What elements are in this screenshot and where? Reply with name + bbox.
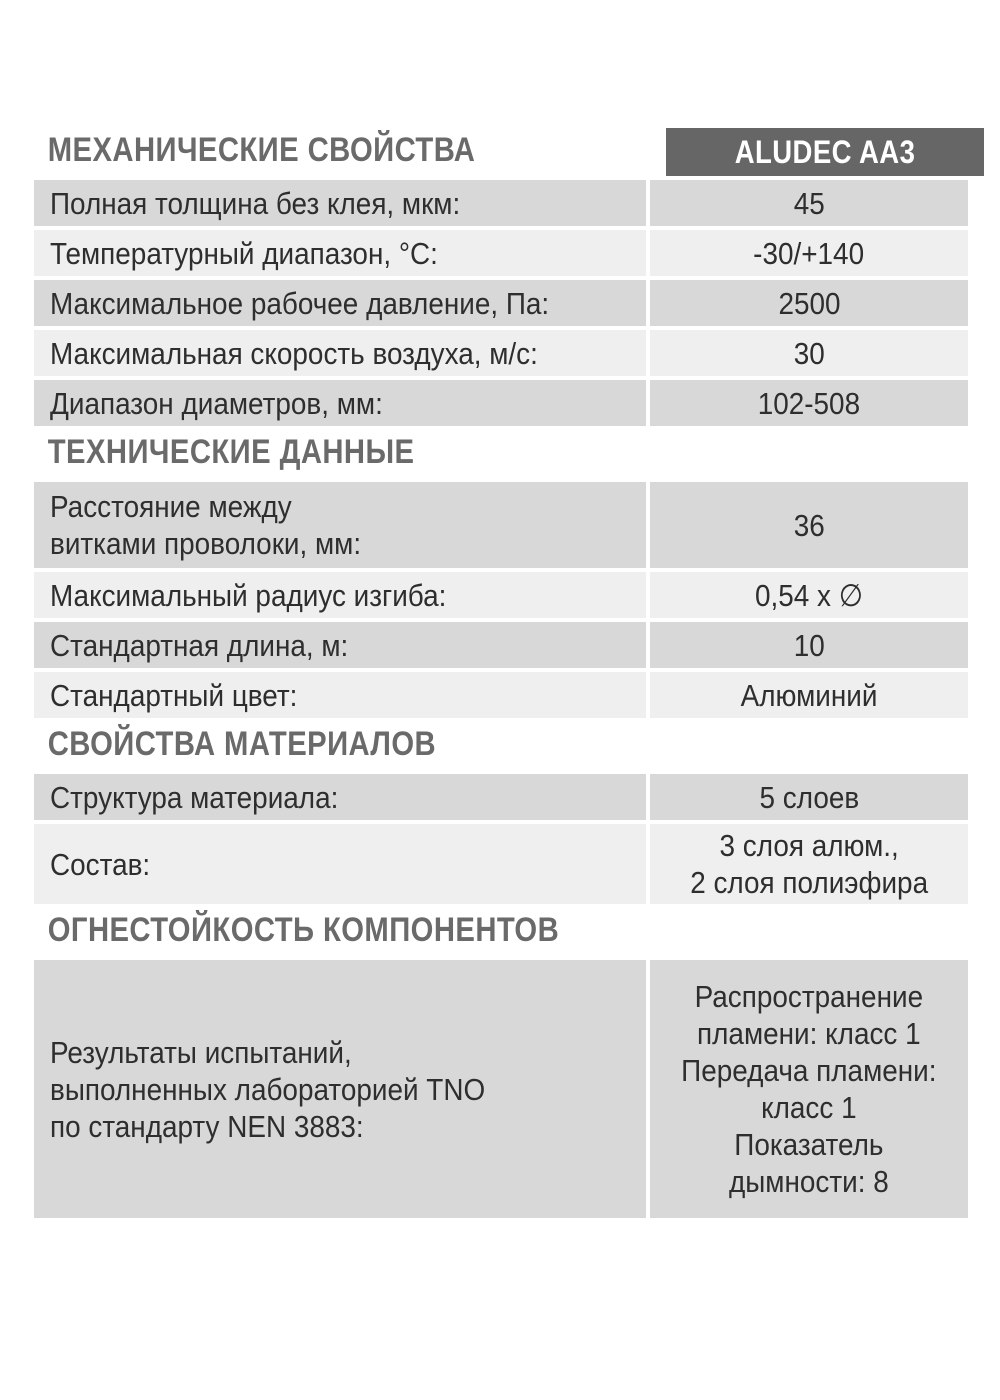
row-label: Максимальное рабочее давление, Па:	[34, 280, 646, 326]
table-row	[34, 180, 968, 226]
row-label: Состав:	[34, 824, 646, 904]
row-label: Структура материала:	[34, 774, 646, 820]
row-value: 2500	[650, 280, 968, 326]
section-header-materials	[34, 722, 968, 770]
row-label: Результаты испытаний, выполненных лабораторией TNO по стандарту NEN 3883:	[34, 960, 646, 1218]
row-value: 5 слоев	[650, 774, 968, 820]
row-label: Диапазон диаметров, мм:	[34, 380, 646, 426]
product-name-badge	[666, 128, 984, 176]
row-value: 102-508	[650, 380, 968, 426]
row-label: Стандартная длина, м:	[34, 622, 646, 668]
section-title-fire: ОГНЕСТОЙКОСТЬ КОМПОНЕНТОВ	[47, 911, 560, 949]
row-value: -30/+140	[650, 230, 968, 276]
row-label: Расстояние между витками проволоки, мм:	[34, 482, 646, 568]
row-value: 10	[650, 622, 968, 668]
table-row	[34, 622, 968, 668]
table-row	[34, 774, 968, 820]
table-row	[34, 380, 968, 426]
table-row	[34, 572, 968, 618]
row-label: Максимальная скорость воздуха, м/с:	[34, 330, 646, 376]
row-value: 30	[650, 330, 968, 376]
table-row	[34, 230, 968, 276]
row-value: 36	[650, 482, 968, 568]
product-name: ALUDEC AA3	[734, 133, 916, 170]
table-row	[34, 824, 968, 904]
row-label: Максимальный радиус изгиба:	[34, 572, 646, 618]
row-label: Температурный диапазон, °С:	[34, 230, 646, 276]
table-row	[34, 960, 968, 1218]
row-label: Полная толщина без клея, мкм:	[34, 180, 646, 226]
table-row	[34, 280, 968, 326]
row-value: 45	[650, 180, 968, 226]
row-value: Алюминий	[650, 672, 968, 718]
section-title-materials: СВОЙСТВА МАТЕРИАЛОВ	[47, 725, 437, 763]
section-header-fire	[34, 908, 968, 956]
table-row	[34, 672, 968, 718]
table-row	[34, 482, 968, 568]
row-value: 3 слоя алюм., 2 слоя полиэфира	[650, 824, 968, 904]
row-label: Стандартный цвет:	[34, 672, 646, 718]
section-title-technical: ТЕХНИЧЕСКИЕ ДАННЫЕ	[47, 433, 415, 471]
table-row	[34, 330, 968, 376]
section-title-mechanical: МЕХАНИЧЕСКИЕ СВОЙСТВА	[47, 131, 476, 169]
row-value: 0,54 x ∅	[650, 572, 968, 618]
row-value: Распространение пламени: класс 1 Передача пламени: класс 1 Показатель дымности: 8	[650, 960, 968, 1218]
section-header-mechanical	[34, 128, 968, 176]
spec-table	[34, 128, 968, 1218]
section-header-technical	[34, 430, 968, 478]
